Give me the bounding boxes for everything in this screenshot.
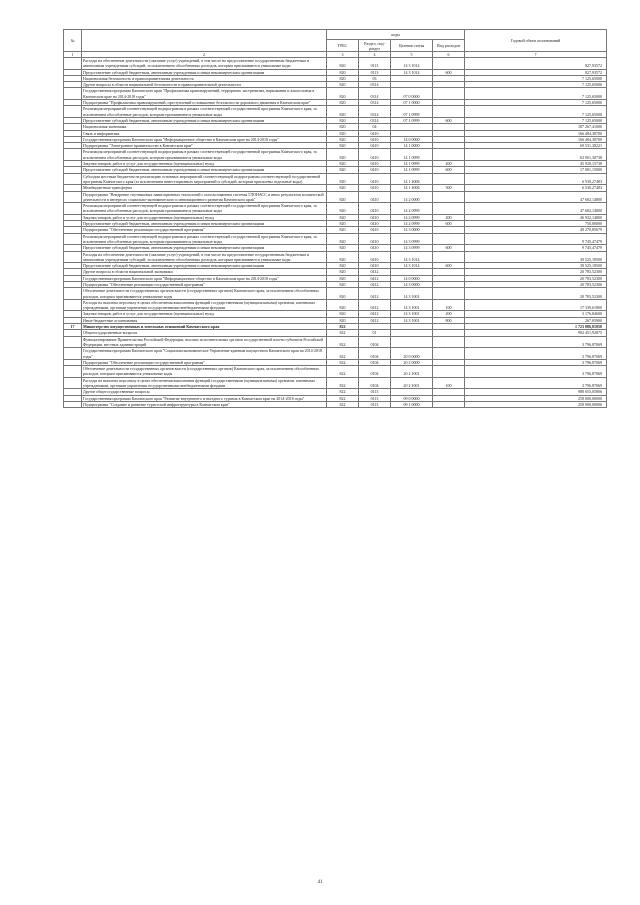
row-expense-type: 800 [433, 317, 465, 323]
row-razdel: 0410 [359, 214, 391, 220]
row-razdel: 0412 [359, 281, 391, 287]
row-razdel: 0113 [359, 395, 391, 401]
row-target-article: 14 3 1001 [391, 299, 433, 311]
row-amount: 6 530,27483 [465, 173, 607, 185]
row-grbs: 820 [327, 130, 359, 136]
row-amount: 7 125,65000 [465, 117, 607, 123]
table-row [64, 233, 607, 245]
row-razdel: 0113 [359, 389, 391, 395]
row-target-article: 07 1 0000 [391, 100, 433, 106]
row-amount: 17 081,15000 [465, 167, 607, 173]
row-name: Подпрограмма "Внедрение спутниковых навигационных технологий с использованием системы ГЛОНАСС и иных результатов космической деятельности в интересах социально-экономического и инновационного развития Камчатского края" [82, 191, 327, 203]
row-name: Связь и информатика [82, 130, 327, 136]
row-name: Функционирование Правительства Российской Федерации, высших исполнительных органов государственной власти субъектов Российской Федерации, местных администраций [82, 336, 327, 348]
row-target-article: 14 3 0000 [391, 281, 433, 287]
row-number [64, 191, 82, 203]
row-expense-type: 500 [433, 185, 465, 191]
row-razdel: 0410 [359, 185, 391, 191]
row-amount: 3 796,87069 [465, 359, 607, 365]
row-amount: 6 530,27483 [465, 185, 607, 191]
row-grbs: 820 [327, 117, 359, 123]
row-grbs: 820 [327, 203, 359, 215]
row-name: Подпрограмма "Обеспечение реализации государственной программы" [82, 227, 327, 233]
row-name: Подпрограмма "Обеспечение реализации государственной программы" [82, 281, 327, 287]
row-target-article: 14 2 0000 [391, 191, 433, 203]
row-grbs: 820 [327, 191, 359, 203]
header-num: № [64, 30, 82, 52]
row-razdel: 0412 [359, 299, 391, 311]
row-amount: 267,05900 [465, 317, 607, 323]
row-expense-type [433, 336, 465, 348]
row-grbs: 820 [327, 173, 359, 185]
row-expense-type: 600 [433, 167, 465, 173]
row-name: Государственная программа Камчатского края "Информационное общество в Камчатском крае на 2014-2018 годы" [82, 136, 327, 142]
row-grbs: 822 [327, 395, 359, 401]
row-name: Расходы на выплаты персоналу в целях обеспечения выполнения функций государственными (муниципальными) органами, казенными учреждениями, органами управления государственными внебюджетными фондами [82, 377, 327, 389]
row-razdel: 0410 [359, 245, 391, 251]
row-amount: 992 451,92875 [465, 330, 607, 336]
row-name: Расходы на обеспечение деятельности (оказание услуг) учреждений, в том числе на предоставление государственным бюджетным и автономным учреждениям субсидий, за исключением обособленных расходов, которым присваиваются уникальные коды [82, 58, 327, 70]
row-grbs: 820 [327, 214, 359, 220]
row-grbs: 820 [327, 75, 359, 81]
row-expense-type [433, 251, 465, 263]
row-name: Реализация мероприятий соответствующей подпрограммы в рамках соответствующей государственной программы Камчатского края, за исключением обособленных расходов, которым присваиваются уникальные коды [82, 203, 327, 215]
row-amount: 1 723 086,81050 [465, 324, 607, 330]
row-number [64, 288, 82, 300]
row-grbs: 820 [327, 161, 359, 167]
row-target-article: 14 0 0000 [391, 136, 433, 142]
header-grbs: ГРБС [327, 40, 359, 52]
row-target-article: 14 1 4006 [391, 173, 433, 185]
header-index-3: 3 [327, 52, 359, 58]
row-grbs: 820 [327, 251, 359, 263]
row-grbs: 820 [327, 149, 359, 161]
row-expense-type [433, 173, 465, 185]
row-number [64, 203, 82, 215]
row-name: Министерство имущественных и земельных отношений Камчатского края [82, 324, 327, 330]
row-razdel: 0104 [359, 336, 391, 348]
row-amount: 20 783,52300 [465, 275, 607, 281]
row-grbs: 822 [327, 366, 359, 378]
row-razdel: 01 [359, 330, 391, 336]
header-target: Целевая статья [391, 40, 433, 52]
row-grbs: 820 [327, 288, 359, 300]
page-number: 41 [317, 880, 323, 885]
row-amount: 7 125,65000 [465, 75, 607, 81]
row-number [64, 88, 82, 100]
row-name: Закупка товаров, работ и услуг для государственных (муниципальных) нужд [82, 311, 327, 317]
row-name: Субсидии местным бюджетам на реализацию основных мероприятий соответствующей подпрограммы соответствующей государственной программы Камчатского края (за исключением инвестиционных мероприятий и субсидий, которым присвоены отдельные коды) [82, 173, 327, 185]
header-index-7: 7 [465, 52, 607, 58]
header-index-4: 4 [359, 52, 391, 58]
row-name: Расходы на обеспечение деятельности (оказание услуг) учреждений, в том числе на предоставление государственным бюджетным и автономным учреждениям субсидий, за исключением обособленных расходов, которым присваиваются уникальные коды [82, 251, 327, 263]
row-amount: 47 682,14800 [465, 203, 607, 215]
row-name: Межбюджетные трансферты [82, 185, 327, 191]
row-razdel: 0410 [359, 233, 391, 245]
row-amount: 827,93572 [465, 69, 607, 75]
row-razdel: 0104 [359, 366, 391, 378]
row-target-article: 14 3 0999 [391, 233, 433, 245]
row-razdel: 0412 [359, 269, 391, 275]
row-target-article: 14 3 1001 [391, 311, 433, 317]
row-grbs: 822 [327, 336, 359, 348]
row-amount: 69 531,38221 [465, 143, 607, 149]
header-index-2: 2 [82, 52, 327, 58]
row-grbs: 820 [327, 58, 359, 70]
row-expense-type: 100 [433, 299, 465, 311]
row-amount: 166 484,38700 [465, 130, 607, 136]
row-razdel: 0113 [359, 58, 391, 70]
row-grbs: 822 [327, 377, 359, 389]
table-row [64, 377, 607, 389]
row-name: Другие вопросы в области национальной экономики [82, 269, 327, 275]
row-amount: 45 920,15738 [465, 161, 607, 167]
row-grbs: 820 [327, 245, 359, 251]
table-header [64, 30, 607, 58]
row-grbs: 822 [327, 348, 359, 360]
row-expense-type: 200 [433, 214, 465, 220]
row-amount: 9 745,47479 [465, 245, 607, 251]
row-grbs: 820 [327, 275, 359, 281]
row-expense-type: 600 [433, 245, 465, 251]
row-name: Подпрограмма "Обеспечение реализации государственной программы" [82, 359, 327, 365]
row-number [64, 401, 82, 407]
budget-table [63, 29, 607, 408]
row-grbs: 820 [327, 263, 359, 269]
table-row [64, 191, 607, 203]
table-row [64, 149, 607, 161]
row-target-article: 07 1 0999 [391, 106, 433, 118]
row-amount: 17 339,61800 [465, 299, 607, 311]
row-number [64, 348, 82, 360]
row-grbs: 822 [327, 359, 359, 365]
row-razdel: 0410 [359, 167, 391, 173]
row-grbs: 820 [327, 227, 359, 233]
row-name: Общегосударственные вопросы [82, 330, 327, 336]
row-name: Предоставление субсидий бюджетным, автономным учреждениям и иным некоммерческим организациям [82, 245, 327, 251]
row-expense-type [433, 191, 465, 203]
row-expense-type [433, 106, 465, 118]
row-razdel: 0104 [359, 348, 391, 360]
row-target-article: 14 3 1014 [391, 251, 433, 263]
row-name: Иные бюджетные ассигнования [82, 317, 327, 323]
row-expense-type [433, 288, 465, 300]
row-target-article: 09 1 0000 [391, 401, 433, 407]
row-amount: 63 001,30738 [465, 149, 607, 161]
row-target-article: 14 3 1014 [391, 263, 433, 269]
row-grbs: 820 [327, 143, 359, 149]
row-razdel: 0410 [359, 221, 391, 227]
row-grbs: 820 [327, 124, 359, 130]
row-grbs: 820 [327, 311, 359, 317]
row-target-article: 20 2 0000 [391, 359, 433, 365]
row-razdel: 0410 [359, 161, 391, 167]
header-index-5: 5 [391, 52, 433, 58]
row-name: Обеспечение деятельности государственных органов власти (государственных органов) Камчатского края, за исключением обособленных расходов, которым присваиваются уникальные коды [82, 366, 327, 378]
row-name: Предоставление субсидий бюджетным, автономным учреждениям и иным некоммерческим организациям [82, 69, 327, 75]
row-target-article: 14 3 1014 [391, 58, 433, 70]
row-name: Государственная программа Камчатского края "Профилактика правонарушений, терроризма, экстремизма, наркомании и алкоголизма в Камчатском крае на 2014-2018 годы" [82, 88, 327, 100]
row-amount: 3 796,87069 [465, 377, 607, 389]
row-razdel: 0410 [359, 130, 391, 136]
row-grbs: 820 [327, 106, 359, 118]
row-grbs: 820 [327, 167, 359, 173]
row-target-article: 14 1 0999 [391, 167, 433, 173]
row-name: Государственная программа Камчатского края "Социальноэкономическое Управление краевым имуществом Камчатского края на 2014-2018 годы" [82, 348, 327, 360]
row-number [64, 366, 82, 378]
row-razdel: 0412 [359, 311, 391, 317]
row-target-article: 14 3 1001 [391, 288, 433, 300]
row-razdel: 0314 [359, 88, 391, 100]
row-target-article: 14 1 0999 [391, 149, 433, 161]
row-name: Подпрограмма "Создание и развитие туристской инфраструктуры в Камчатском крае" [82, 401, 327, 407]
row-grbs: 822 [327, 401, 359, 407]
row-grbs: 820 [327, 69, 359, 75]
table-row [64, 203, 607, 215]
row-amount: 7 125,65000 [465, 100, 607, 106]
row-target-article: 14 0 0000 [391, 275, 433, 281]
table-body [64, 58, 607, 408]
row-expense-type [433, 58, 465, 70]
row-target-article [391, 336, 433, 348]
header-razdel: Раздел, под-раздел [359, 40, 391, 52]
row-amount: 187 267,41000 [465, 124, 607, 130]
row-razdel: 0412 [359, 317, 391, 323]
row-name: Реализация мероприятий соответствующей подпрограммы в рамках соответствующей государственной программы Камчатского края, за исключением обособленных расходов, которым присваиваются уникальные коды [82, 106, 327, 118]
row-grbs: 820 [327, 299, 359, 311]
row-grbs: 820 [327, 100, 359, 106]
row-expense-type [433, 401, 465, 407]
row-number [64, 377, 82, 389]
row-number [64, 233, 82, 245]
row-razdel: 0314 [359, 82, 391, 88]
row-name: Другие общегосударственные вопросы [82, 389, 327, 395]
row-expense-type [433, 149, 465, 161]
row-number: 17 [64, 324, 82, 330]
row-target-article: 14 2 0999 [391, 221, 433, 227]
row-grbs: 820 [327, 233, 359, 245]
row-name: Государственная программа Камчатского края "Развитие внутреннего и въездного туризма в Камчатском крае на 2014-2018 годы" [82, 395, 327, 401]
row-name: Подпрограмма "Профилактика правонарушений, преступлений и повышение безопасности дорожного движения в Камчатском крае" [82, 100, 327, 106]
row-razdel: 03 [359, 75, 391, 81]
row-target-article: 20 2 1001 [391, 377, 433, 389]
row-razdel: 0314 [359, 117, 391, 123]
row-target-article: 14 3 1001 [391, 317, 433, 323]
row-target-article: 20 2 1001 [391, 366, 433, 378]
row-name: Реализация мероприятий соответствующей подпрограммы в рамках соответствующей государственной программы Камчатского края, за исключением обособленных расходов, которым присваиваются уникальные коды [82, 233, 327, 245]
row-amount: 827,93572 [465, 58, 607, 70]
row-name: Реализация мероприятий соответствующей подпрограммы в рамках соответствующей государственной программы Камчатского края, за исключением обособленных расходов, которым присваиваются уникальные коды [82, 149, 327, 161]
row-name: Национальная экономика [82, 124, 327, 130]
row-amount: 49 270,85679 [465, 227, 607, 233]
row-razdel: 04 [359, 124, 391, 130]
row-amount: 7 125,65000 [465, 88, 607, 100]
row-amount: 3 176,84600 [465, 311, 607, 317]
row-amount: 20 783,52300 [465, 288, 607, 300]
row-name: Государственная программа Камчатского края "Информационное общество в Камчатском крае на 2014-2018 годы" [82, 275, 327, 281]
row-razdel: 0410 [359, 227, 391, 233]
row-amount: 20 783,52300 [465, 269, 607, 275]
row-grbs: 820 [327, 88, 359, 100]
row-grbs: 820 [327, 136, 359, 142]
row-expense-type [433, 88, 465, 100]
table-row [64, 106, 607, 118]
row-number [64, 58, 82, 70]
row-name: Предоставление субсидий бюджетным, автономным учреждениям и иным некоммерческим организациям [82, 221, 327, 227]
row-expense-type: 100 [433, 377, 465, 389]
row-amount: 47 682,14800 [465, 191, 607, 203]
table-row [64, 173, 607, 185]
row-number [64, 336, 82, 348]
row-expense-type [433, 366, 465, 378]
header-expense-type: Вид расходов [433, 40, 465, 52]
row-razdel: 0412 [359, 275, 391, 281]
table-row [64, 366, 607, 378]
row-number [64, 149, 82, 161]
row-amount: 7 125,65000 [465, 82, 607, 88]
row-grbs: 820 [327, 185, 359, 191]
row-number [64, 299, 82, 311]
row-razdel: 0410 [359, 149, 391, 161]
row-razdel: 0314 [359, 100, 391, 106]
table-row [64, 288, 607, 300]
row-grbs: 822 [327, 330, 359, 336]
row-grbs: 820 [327, 281, 359, 287]
row-name: Предоставление субсидий бюджетным, автономным учреждениям и иным некоммерческим организациям [82, 167, 327, 173]
row-amount: 3 796,87069 [465, 366, 607, 378]
row-razdel: 0410 [359, 191, 391, 203]
header-name [82, 30, 327, 52]
row-target-article: 14 3 0000 [391, 227, 433, 233]
row-target-article: 20 0 0000 [391, 348, 433, 360]
row-name: Закупка товаров, работ и услуг для государственных (муниципальных) нужд [82, 161, 327, 167]
row-amount: 9 745,47479 [465, 233, 607, 245]
row-name: Национальная безопасность и правоохранительная деятельность [82, 75, 327, 81]
row-grbs: 820 [327, 317, 359, 323]
row-amount: 258 000,00000 [465, 401, 607, 407]
header-total: Годовой объем ассигнований [465, 30, 607, 52]
row-amount: 3 796,87069 [465, 336, 607, 348]
row-grbs: 820 [327, 221, 359, 227]
table-row [64, 88, 607, 100]
row-target-article: 14 2 0999 [391, 214, 433, 220]
row-grbs: 822 [327, 389, 359, 395]
row-amount: 988 655,05806 [465, 389, 607, 395]
row-target-article: 07 0 0000 [391, 88, 433, 100]
row-expense-type [433, 233, 465, 245]
row-target-article: 14 1 0000 [391, 143, 433, 149]
row-amount: 166 484,38700 [465, 136, 607, 142]
row-razdel: 0410 [359, 136, 391, 142]
row-razdel: 0412 [359, 288, 391, 300]
row-name: Обеспечение деятельности государственных органов власти (государственных органов) Камчатского края, за исключением обособленных расходов, которым присваиваются уникальные коды [82, 288, 327, 300]
row-amount: 750,00000 [465, 221, 607, 227]
row-grbs: 822 [327, 324, 359, 330]
row-name: Закупка товаров, работ и услуг для государственных (муниципальных) нужд [82, 214, 327, 220]
row-expense-type [433, 348, 465, 360]
row-expense-type: 600 [433, 69, 465, 75]
row-target-article: 14 1 4006 [391, 185, 433, 191]
table-row [64, 58, 607, 70]
table-row [64, 336, 607, 348]
row-expense-type: 600 [433, 263, 465, 269]
table-row [64, 251, 607, 263]
row-razdel: 0410 [359, 143, 391, 149]
row-name: Другие вопросы в области национальной безопасности и правоохранительной деятельности [82, 82, 327, 88]
row-amount: 39 525,18500 [465, 263, 607, 269]
row-number [64, 106, 82, 118]
row-target-article: 07 1 0999 [391, 117, 433, 123]
row-grbs: 820 [327, 269, 359, 275]
row-razdel: 0410 [359, 263, 391, 269]
row-amount: 3 796,87069 [465, 348, 607, 360]
table-row [64, 348, 607, 360]
row-razdel: 0113 [359, 401, 391, 407]
row-amount: 46 932,14800 [465, 214, 607, 220]
row-number [64, 251, 82, 263]
row-name: Расходы на выплаты персоналу в целях обеспечения выполнения функций государственными (муниципальными) органами, казенными учреждениями, органами управления государственными внебюджетными фондами [82, 299, 327, 311]
row-target-article: 14 3 0999 [391, 245, 433, 251]
row-number [64, 173, 82, 185]
table-row [64, 401, 607, 407]
row-razdel: 0410 [359, 203, 391, 215]
row-target-article: 14 3 1014 [391, 69, 433, 75]
row-name: Предоставление субсидий бюджетным, автономным учреждениям и иным некоммерческим организациям [82, 117, 327, 123]
row-razdel: 0113 [359, 69, 391, 75]
row-razdel: 0410 [359, 173, 391, 185]
row-amount: 7 125,65000 [465, 106, 607, 118]
row-razdel: 0410 [359, 251, 391, 263]
header-index-1: 1 [64, 52, 82, 58]
row-amount: 39 525,18500 [465, 251, 607, 263]
row-razdel: 0104 [359, 359, 391, 365]
row-razdel: 0314 [359, 106, 391, 118]
row-name: Подпрограмма "Электронное правительство в Камчатском крае" [82, 143, 327, 149]
row-amount: 20 783,52300 [465, 281, 607, 287]
header-index-6: 6 [433, 52, 465, 58]
header-codes: коды [327, 30, 465, 40]
row-target-article: 14 2 0999 [391, 203, 433, 215]
row-expense-type [433, 203, 465, 215]
row-amount: 258 000,00000 [465, 395, 607, 401]
row-name: Предоставление субсидий бюджетным, автономным учреждениям и иным некоммерческим организациям [82, 263, 327, 269]
row-target-article: 14 1 0999 [391, 161, 433, 167]
table-row [64, 299, 607, 311]
row-expense-type: 200 [433, 311, 465, 317]
row-expense-type: 600 [433, 117, 465, 123]
row-expense-type: 200 [433, 161, 465, 167]
row-grbs: 820 [327, 82, 359, 88]
row-target-article: 09 0 0000 [391, 395, 433, 401]
row-expense-type: 600 [433, 221, 465, 227]
row-razdel: 0104 [359, 377, 391, 389]
